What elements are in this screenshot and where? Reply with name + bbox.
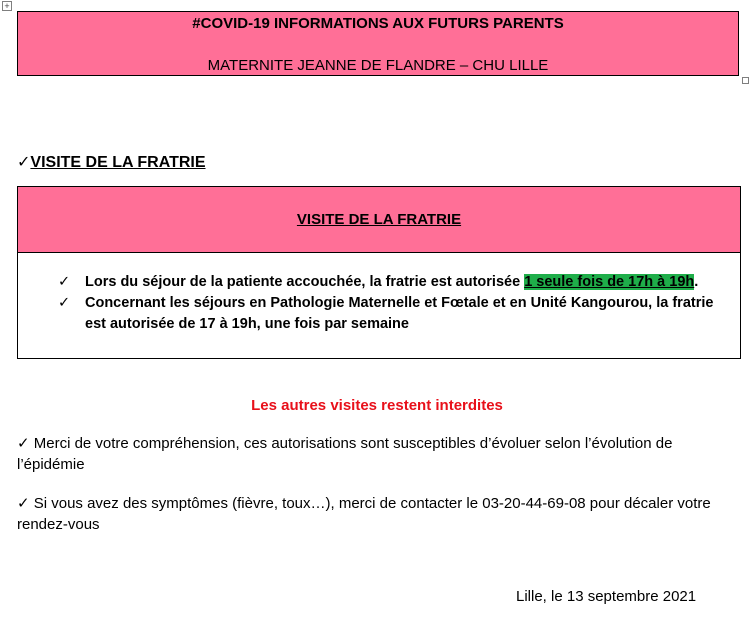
checkmark-icon: ✓ bbox=[58, 274, 71, 290]
signoff-date: Lille, le 13 septembre 2021 bbox=[516, 588, 697, 605]
warning-text: Les autres visites restent interdites bbox=[251, 397, 503, 414]
header-title: #COVID-19 INFORMATIONS AUX FUTURS PARENTS bbox=[192, 15, 564, 32]
table-move-handle-icon[interactable]: + bbox=[2, 1, 12, 11]
highlighted-hours: 1 seule fois de 17h à 19h bbox=[524, 274, 695, 290]
header-subtitle: MATERNITE JEANNE DE FLANDRE – CHU LILLE bbox=[207, 57, 549, 74]
fratrie-table-header bbox=[18, 187, 740, 253]
checkmark-icon: ✓ bbox=[17, 154, 31, 171]
fratrie-table bbox=[17, 186, 741, 359]
checkmark-icon: ✓ bbox=[58, 295, 71, 311]
note-paragraph: ✓ Si vous avez des symptômes (fièvre, toux…), merci de contacter le 03-20-44-69-08 pour décaler votre rendez-vous bbox=[17, 495, 711, 533]
section-heading bbox=[17, 152, 206, 172]
section-heading-text: VISITE DE LA FRATRIE bbox=[30, 154, 206, 171]
rule-end: . bbox=[694, 274, 699, 290]
header-banner bbox=[17, 11, 739, 76]
list-item bbox=[18, 293, 740, 335]
note-paragraph: ✓ Merci de votre compréhension, ces autorisations sont susceptibles d’évoluer selon l’évolution de l’épidémie bbox=[17, 435, 673, 473]
rule-text: Concernant les séjours en Pathologie Maternelle et Fœtale et en Unité Kangourou, la fratrie est autorisée de 17 à 19h, une fois par semaine bbox=[85, 295, 714, 332]
rule-text: Lors du séjour de la patiente accouchée, la fratrie est autorisée bbox=[85, 274, 525, 290]
list-item bbox=[18, 272, 740, 293]
table-resize-handle[interactable] bbox=[742, 77, 749, 84]
rule-list bbox=[18, 272, 740, 335]
fratrie-table-title: VISITE DE LA FRATRIE bbox=[296, 211, 462, 228]
